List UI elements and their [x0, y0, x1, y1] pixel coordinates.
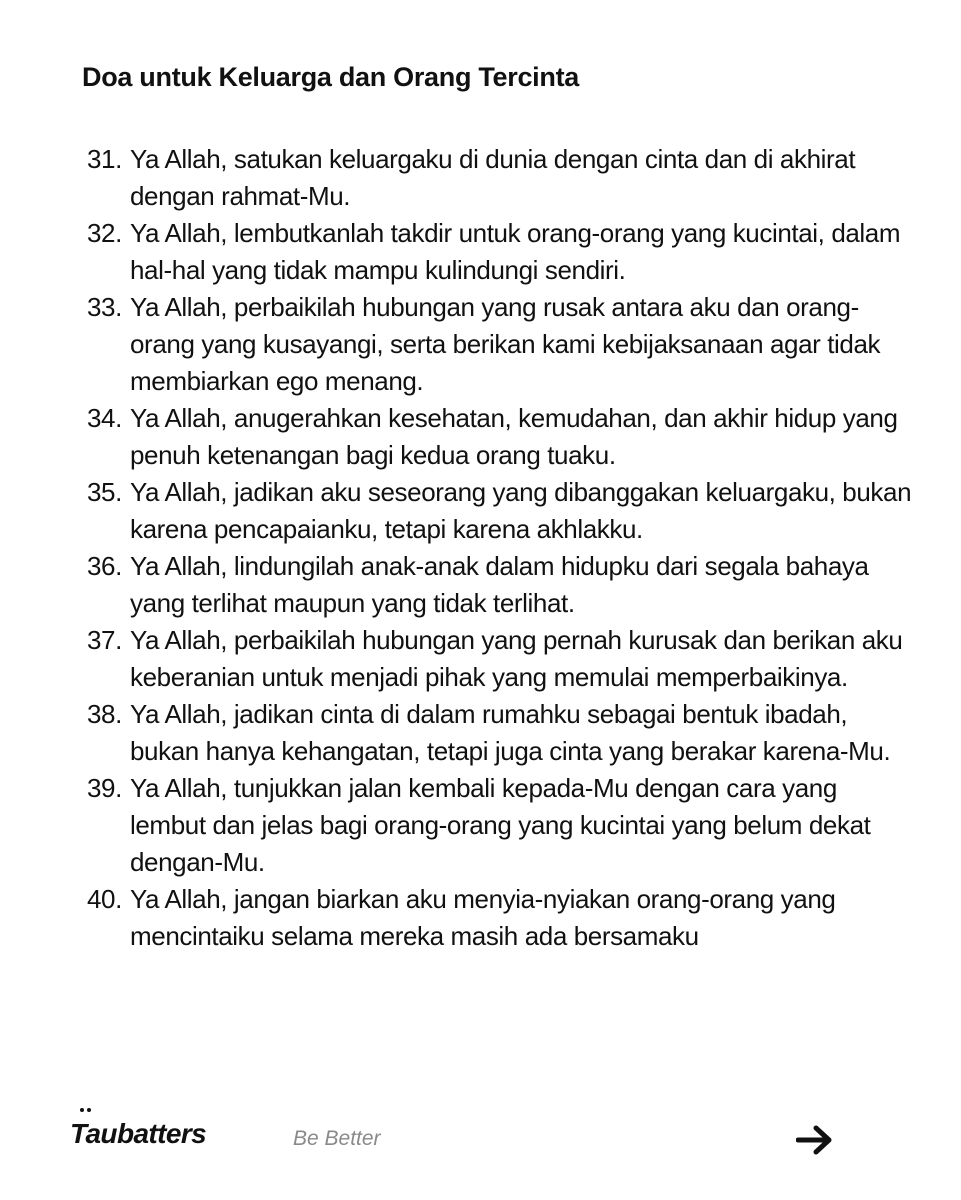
item-text: Ya Allah, jadikan cinta di dalam rumahku sebagai bentuk ibadah, bukan hanya kehangatan, tetapi juga cinta yang berakar karena-Mu. — [130, 699, 891, 766]
item-number: 34. — [87, 403, 122, 433]
list-item — [87, 474, 917, 548]
item-number: 39. — [87, 773, 122, 803]
item-text: Ya Allah, satukan keluargaku di dunia dengan cinta dan di akhirat dengan rahmat-Mu. — [130, 144, 856, 211]
list-item — [87, 770, 917, 881]
item-number: 40. — [87, 884, 122, 914]
item-text: Ya Allah, tunjukkan jalan kembali kepada-Mu dengan cara yang lembut dan jelas bagi orang-orang yang kucintai yang belum dekat dengan-Mu. — [130, 773, 871, 877]
list-item — [87, 215, 917, 289]
item-text: Ya Allah, jangan biarkan aku menyia-nyiakan orang-orang yang mencintaiku selama mereka masih ada bersamaku — [130, 884, 836, 951]
list-item — [87, 622, 917, 696]
brand-logo: Taubatters — [70, 1118, 207, 1149]
item-text: Ya Allah, jadikan aku seseorang yang dibanggakan keluargaku, bukan karena pencapaianku, tetapi karena akhlakku. — [130, 477, 912, 544]
brand-tagline: Be Better — [293, 1127, 381, 1150]
item-text: Ya Allah, anugerahkan kesehatan, kemudahan, dan akhir hidup yang penuh ketenangan bagi kedua orang tuaku. — [130, 403, 898, 470]
item-number: 38. — [87, 699, 122, 729]
item-number: 32. — [87, 218, 122, 248]
list-item — [87, 289, 917, 400]
item-number: 36. — [87, 551, 122, 581]
item-text: Ya Allah, perbaikilah hubungan yang pernah kurusak dan berikan aku keberanian untuk menjadi pihak yang memulai memperbaikinya. — [130, 625, 903, 692]
item-number: 31. — [87, 144, 122, 174]
item-text: Ya Allah, lindungilah anak-anak dalam hidupku dari segala bahaya yang terlihat maupun yang tidak terlihat. — [130, 551, 869, 618]
page-title: Doa untuk Keluarga dan Orang Tercinta — [82, 62, 579, 92]
list-item — [87, 696, 917, 770]
logo-dots-icon — [80, 1108, 94, 1114]
list-item — [87, 141, 917, 215]
item-text: Ya Allah, perbaikilah hubungan yang rusak antara aku dan orang-orang yang kusayangi, serta berikan kami kebijaksanaan agar tidak membiarkan ego menang. — [130, 292, 881, 396]
footer — [0, 1110, 961, 1170]
list-item — [87, 400, 917, 474]
prayer-list — [87, 141, 917, 955]
list-item — [87, 881, 917, 955]
item-text: Ya Allah, lembutkanlah takdir untuk orang-orang yang kucintai, dalam hal-hal yang tidak mampu kulindungi sendiri. — [130, 218, 901, 285]
item-number: 37. — [87, 625, 122, 655]
arrow-right-icon[interactable] — [796, 1124, 836, 1156]
list-item — [87, 548, 917, 622]
item-number: 33. — [87, 292, 122, 322]
item-number: 35. — [87, 477, 122, 507]
